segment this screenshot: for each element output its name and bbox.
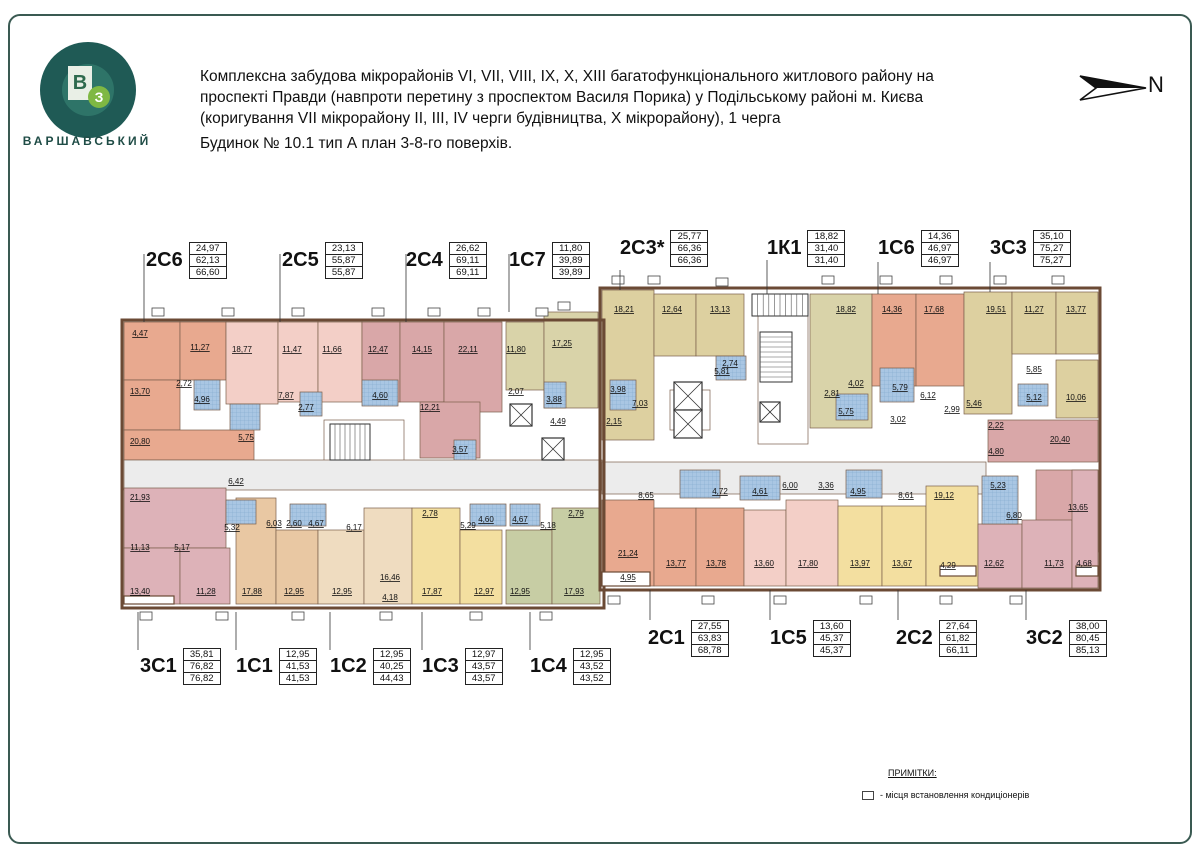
room-area-label: 13,78 [705,559,727,568]
apartment-label [406,242,487,279]
area-value: 44,43 [379,673,404,684]
apartment-label [140,648,221,685]
room-fill [654,294,696,356]
room-fill [444,322,502,412]
apartment-areas [813,620,851,657]
area-value: 25,77 [671,231,707,243]
ac-unit-place [608,596,620,604]
area-value: 24,97 [190,243,226,255]
area-value: 85,13 [1075,645,1100,656]
room-area-label: 18,82 [835,305,857,314]
apartment-areas [691,620,729,657]
room-area-label: 2,81 [824,389,840,398]
ac-unit-place [774,596,786,604]
room-fill [1022,520,1072,588]
room-fill [226,322,278,404]
room-area-label: 6,00 [782,481,798,490]
room-area-label: 14,36 [881,305,903,314]
room-fill [226,500,256,524]
room-area-label: 16,46 [379,573,401,582]
area-value: 39,89 [553,255,589,267]
apartment-areas [1069,620,1107,657]
apartment-label [767,230,845,267]
apartment-label [509,242,590,279]
apartment-code: 1К1 [767,237,802,259]
area-value: 55,87 [326,255,362,267]
area-value: 69,11 [456,267,480,278]
room-area-label: 11,27 [190,343,210,352]
ac-unit-place [152,308,164,316]
apartment-label [236,648,317,685]
ac-unit-place [292,612,304,620]
apartment-areas [939,620,977,657]
room-area-label: 7,03 [632,399,648,408]
ac-unit-place [1010,596,1022,604]
area-value: 46,97 [922,243,958,255]
room-area-label: 6,03 [266,519,282,528]
room-area-label: 2,60 [286,519,302,528]
apartment-areas [189,242,227,279]
area-value: 39,89 [558,267,583,278]
area-value: 45,37 [814,633,850,645]
room-area-label: 6,12 [920,391,936,400]
apartment-code: 1С3 [422,655,459,677]
room-area-label: 5,85 [1026,365,1042,374]
room-area-label: 5,17 [174,543,190,552]
apartment-areas [449,242,487,279]
ac-unit-place [428,308,440,316]
room-area-label: 5,18 [540,521,556,530]
room-area-label: 5,23 [990,481,1006,490]
room-area-label: 12,47 [367,345,389,354]
north-label: N [1148,72,1164,97]
room-area-label: 4,96 [194,395,210,404]
apartment-areas [279,648,317,685]
ac-unit-place [292,308,304,316]
area-value: 43,52 [574,661,610,673]
header-line-3: (коригування VII мікрорайону II, III, IV черги будівництва, X мікрорайону), 1 черга [200,110,781,127]
area-value: 76,82 [189,673,214,684]
apartment-label [620,230,708,267]
ac-unit-place [940,596,952,604]
ac-unit-place [222,308,234,316]
room-area-label: 13,70 [129,387,151,396]
apartment-label [422,648,503,685]
room-area-label: 4,18 [382,593,398,602]
room-area-label: 13,77 [665,559,687,568]
ac-unit-place [716,278,728,286]
room-area-label: 2,72 [176,379,192,388]
room-area-label: 4,67 [512,515,528,524]
apartment-label [146,242,227,279]
room-area-label: 13,40 [129,587,151,596]
apartment-label [878,230,959,267]
ac-unit-place [540,612,552,620]
apartment-code: 3С2 [1026,627,1063,649]
apartment-label [330,648,411,685]
apartment-areas [573,648,611,685]
apartment-label [990,230,1071,267]
area-value: 31,40 [814,255,839,266]
room-area-label: 13,77 [1065,305,1087,314]
area-value: 41,53 [280,661,316,673]
room-area-label: 13,65 [1067,503,1089,512]
ac-unit-place [612,276,624,284]
room-area-label: 2,79 [568,509,584,518]
apartment-code: 2С5 [282,249,319,271]
apartment-label [648,620,729,657]
ac-legend-box [862,791,874,800]
room-fill [744,510,786,586]
apartment-label [530,648,611,685]
room-area-label: 19,51 [985,305,1007,314]
area-value: 27,55 [692,621,728,633]
room-area-label: 13,13 [709,305,731,314]
room-area-label: 20,80 [129,437,151,446]
area-value: 26,62 [450,243,486,255]
room-area-label: 11,80 [506,345,526,354]
apartment-code: 2С2 [896,627,933,649]
room-fill [654,508,696,586]
room-fill [506,322,544,390]
room-area-label: 11,47 [282,345,302,354]
room-area-label: 17,68 [923,305,945,314]
room-area-label: 11,13 [130,543,150,552]
room-fill [278,322,318,402]
area-value: 12,95 [574,649,610,661]
area-value: 61,82 [940,633,976,645]
plan-rooms [124,290,1098,604]
room-fill [786,500,838,586]
room-area-label: 4,02 [848,379,864,388]
apartment-areas [373,648,411,685]
room-fill [838,506,882,586]
notes-title: ПРИМІТКИ: [888,768,937,778]
room-fill [696,508,744,586]
room-area-label: 5,75 [238,433,254,442]
room-area-label: 7,87 [278,391,294,400]
room-area-label: 3,88 [546,395,562,404]
balcony [124,596,174,604]
room-area-label: 5,79 [892,383,908,392]
room-fill [1056,292,1098,354]
ac-unit-place [216,612,228,620]
room-fill [882,506,926,586]
room-area-label: 5,12 [1026,393,1042,402]
ac-unit-place [880,276,892,284]
ac-unit-place [470,612,482,620]
header-line-4: Будинок № 10.1 тип А план 3-8-го поверхів. [200,135,513,152]
room-area-label: 5,29 [460,521,476,530]
apartment-areas [921,230,959,267]
logo-letter-z: З [88,86,110,108]
apartment-code: 1С6 [878,237,915,259]
room-area-label: 22,11 [458,345,478,354]
room-area-label: 21,24 [617,549,639,558]
area-value: 18,82 [808,231,844,243]
area-value: 38,00 [1070,621,1106,633]
apartment-code: 3С1 [140,655,177,677]
room-area-label: 4,60 [372,391,388,400]
area-value: 12,95 [280,649,316,661]
room-area-label: 20,40 [1049,435,1071,444]
apartment-code: 1С2 [330,655,367,677]
room-area-label: 11,66 [322,345,342,354]
ac-unit-place [702,596,714,604]
room-area-label: 2,74 [722,359,738,368]
area-value: 63,83 [692,633,728,645]
logo-text: ВАРШАВСЬКИЙ [22,134,152,148]
room-area-label: 14,15 [411,345,433,354]
logo-letter-v: В [68,66,92,100]
room-area-label: 4,95 [620,573,636,582]
area-value: 43,52 [579,673,604,684]
room-area-label: 17,80 [797,559,819,568]
header-line-2: проспекті Правди (навпроти перетину з проспектом Василя Порика) у Подільському районі м. Києва [200,89,924,106]
room-area-label: 4,80 [988,447,1004,456]
header-line-1: Комплексна забудова мікрорайонів VI, VII, VIII, IX, X, XIII багатофункціонального житлового району на [200,68,934,85]
ac-unit-place [860,596,872,604]
room-area-label: 3,36 [818,481,834,490]
room-area-label: 5,32 [224,523,240,532]
area-value: 80,45 [1070,633,1106,645]
ac-legend-text: - місця встановлення кондиціонерів [880,790,1030,800]
room-area-label: 11,27 [1024,305,1044,314]
room-fill [318,322,362,402]
apartment-areas [1033,230,1071,267]
room-area-label: 4,95 [850,487,866,496]
area-value: 75,27 [1039,255,1064,266]
apartment-areas [670,230,708,267]
room-fill [1056,360,1098,418]
room-fill [696,294,744,356]
room-area-label: 12,21 [419,403,441,412]
room-area-label: 8,61 [898,491,914,500]
area-value: 66,36 [677,255,702,266]
apartment-areas [325,242,363,279]
apartment-code: 1С1 [236,655,273,677]
apartment-areas [807,230,845,267]
room-area-label: 6,17 [346,523,362,532]
room-area-label: 2,22 [988,421,1004,430]
area-value: 31,40 [808,243,844,255]
room-fill [400,322,444,402]
room-area-label: 12,64 [661,305,683,314]
ac-unit-place [648,276,660,284]
area-value: 41,53 [285,673,310,684]
room-area-label: 4,29 [940,561,956,570]
area-value: 43,57 [471,673,496,684]
room-area-label: 4,68 [1076,559,1092,568]
room-fill [124,460,602,490]
room-fill [364,508,412,604]
apartment-areas [183,648,221,685]
room-area-label: 2,78 [422,509,438,518]
area-value: 62,13 [190,255,226,267]
room-area-label: 2,77 [298,403,314,412]
apartment-code: 3С3 [990,237,1027,259]
ac-unit-place [1052,276,1064,284]
room-area-label: 18,21 [613,305,635,314]
ac-unit-place [994,276,1006,284]
area-value: 69,11 [450,255,486,267]
room-area-label: 2,15 [606,417,622,426]
room-area-label: 12,95 [283,587,305,596]
room-area-label: 10,06 [1065,393,1087,402]
room-fill [230,404,260,430]
area-value: 55,87 [331,267,356,278]
room-area-label: 5,81 [714,367,730,376]
room-area-label: 6,42 [228,477,244,486]
room-area-label: 17,87 [421,587,443,596]
room-fill [978,524,1022,588]
area-value: 35,10 [1034,231,1070,243]
room-area-label: 13,67 [891,559,913,568]
room-area-label: 18,77 [231,345,253,354]
area-value: 12,95 [374,649,410,661]
area-value: 11,80 [553,243,589,255]
area-value: 43,57 [466,661,502,673]
room-area-label: 2,99 [944,405,960,414]
room-area-label: 17,25 [551,339,573,348]
area-value: 66,11 [946,645,970,656]
ac-unit-place [940,276,952,284]
area-value: 14,36 [922,231,958,243]
apartment-label [896,620,977,657]
apartment-label [282,242,363,279]
room-area-label: 4,72 [712,487,728,496]
ac-unit-place [478,308,490,316]
area-value: 75,27 [1034,243,1070,255]
area-value: 68,78 [697,645,722,656]
apartment-code: 2С4 [406,249,443,271]
room-area-label: 5,75 [838,407,854,416]
room-area-label: 5,46 [966,399,982,408]
room-area-label: 12,95 [509,587,531,596]
room-area-label: 11,28 [196,587,216,596]
room-area-label: 17,93 [563,587,585,596]
room-area-label: 2,07 [508,387,524,396]
area-value: 46,97 [927,255,952,266]
ac-unit-place [372,308,384,316]
area-value: 66,36 [671,243,707,255]
room-area-label: 4,60 [478,515,494,524]
room-area-label: 12,62 [983,559,1005,568]
area-value: 45,37 [819,645,844,656]
room-area-label: 4,47 [132,329,148,338]
apartment-code: 2С1 [648,627,685,649]
room-area-label: 17,88 [241,587,263,596]
area-value: 27,64 [940,621,976,633]
area-value: 66,60 [195,267,220,278]
apartment-code: 1С7 [509,249,546,271]
apartment-code: 1С4 [530,655,567,677]
room-area-label: 11,73 [1044,559,1064,568]
apartment-label [1026,620,1107,657]
apartment-label [770,620,851,657]
apartment-code: 1С5 [770,627,807,649]
room-area-label: 12,95 [331,587,353,596]
apartment-code: 2С6 [146,249,183,271]
room-area-label: 4,49 [550,417,566,426]
apartment-code: 2С3* [620,237,665,259]
ac-unit-place [822,276,834,284]
ac-unit-place [140,612,152,620]
apartment-areas [465,648,503,685]
area-value: 40,25 [374,661,410,673]
room-area-label: 4,67 [308,519,324,528]
room-fill [988,420,1098,462]
room-area-label: 3,57 [452,445,468,454]
room-area-label: 12,97 [473,587,495,596]
room-area-label: 13,97 [849,559,871,568]
room-area-label: 19,12 [933,491,955,500]
area-value: 23,13 [326,243,362,255]
ac-unit-place [536,308,548,316]
room-area-label: 8,65 [638,491,654,500]
area-value: 76,82 [184,661,220,673]
room-area-label: 6,80 [1006,511,1022,520]
ac-unit-place [380,612,392,620]
apartment-areas [552,242,590,279]
ac-unit-place [558,302,570,310]
area-value: 35,81 [184,649,220,661]
room-area-label: 13,60 [753,559,775,568]
room-area-label: 4,61 [752,487,768,496]
room-fill [1012,292,1056,354]
area-value: 12,97 [466,649,502,661]
room-area-label: 21,93 [129,493,151,502]
room-area-label: 3,02 [890,415,906,424]
room-area-label: 3,98 [610,385,626,394]
area-value: 13,60 [814,621,850,633]
